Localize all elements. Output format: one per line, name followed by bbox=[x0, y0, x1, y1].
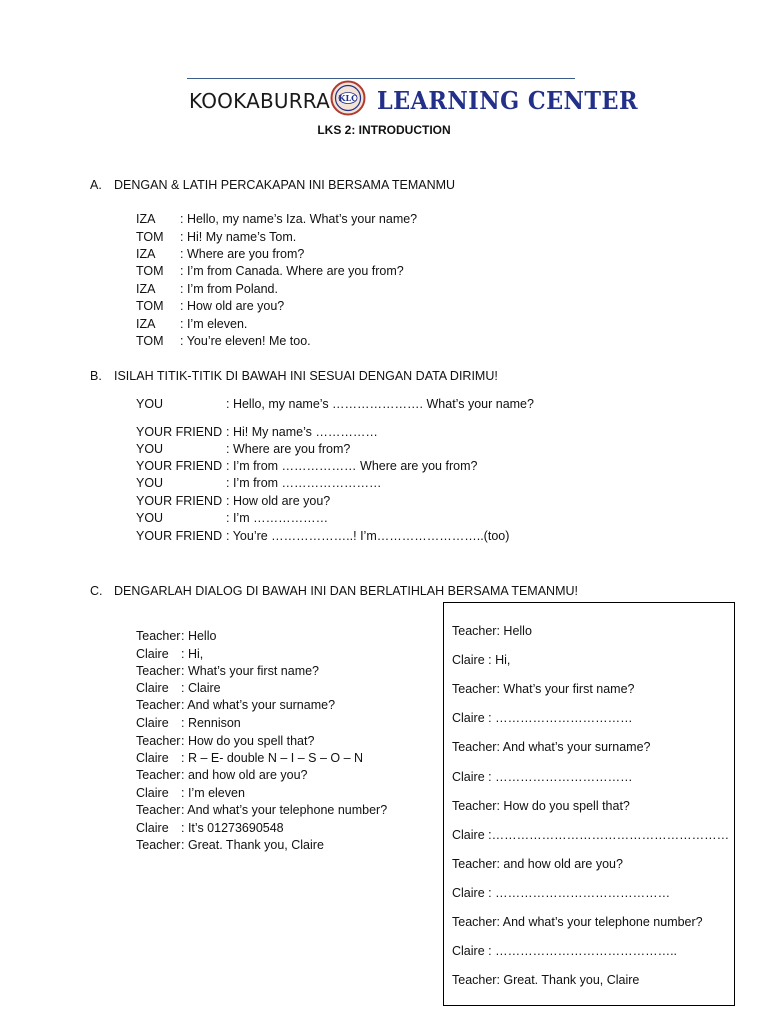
speaker-label: Claire bbox=[136, 716, 169, 730]
practice-line: Claire :………………………………………………… bbox=[452, 827, 730, 842]
dialogue-line: : Where are you from? bbox=[226, 442, 351, 456]
speaker-label: TOM bbox=[136, 264, 164, 278]
speaker-label: TOM bbox=[136, 299, 164, 313]
dialogue-line: : You’re eleven! Me too. bbox=[180, 334, 311, 348]
speaker-label: Claire bbox=[136, 821, 169, 835]
dialogue-line: : I’m from Canada. Where are you from? bbox=[180, 264, 404, 278]
dialogue-line: : How do you spell that? bbox=[181, 734, 315, 748]
dialogue-line: : And what’s your telephone number? bbox=[181, 803, 388, 817]
speaker-label: YOU bbox=[136, 397, 164, 411]
speaker-label: YOU bbox=[136, 511, 164, 525]
dialogue-line: : Claire bbox=[181, 681, 221, 695]
practice-line: Claire : …………………………… bbox=[452, 711, 633, 726]
speaker-label: Teacher bbox=[136, 698, 181, 712]
dialogue-line: : Great. Thank you, Claire bbox=[181, 838, 324, 852]
brand-right-text: LEARNING CENTER bbox=[377, 86, 638, 115]
speaker-label: Teacher bbox=[136, 664, 181, 678]
practice-line: Claire : …………………………………….. bbox=[452, 944, 678, 959]
practice-line: Teacher: And what’s your surname? bbox=[452, 740, 651, 755]
speaker-label: YOUR FRIEND bbox=[136, 425, 223, 439]
practice-line: Teacher: Hello bbox=[452, 624, 532, 638]
brand-left-text: KOOKABURRA bbox=[189, 89, 330, 113]
speaker-label: IZA bbox=[136, 247, 156, 261]
dialogue-line: : How old are you? bbox=[226, 494, 331, 508]
dialogue-line: : Hi! My name’s Tom. bbox=[180, 230, 297, 244]
page-title: LKS 2: INTRODUCTION bbox=[317, 123, 451, 137]
dialogue-line: : Hello bbox=[181, 629, 217, 643]
practice-line: Teacher: How do you spell that? bbox=[452, 798, 630, 813]
section-heading-text: DENGAN & LATIH PERCAKAPAN INI BERSAMA TEMANMU bbox=[114, 178, 456, 192]
section-letter: C. bbox=[90, 584, 103, 598]
speaker-label: Claire bbox=[136, 647, 169, 661]
dialogue-line: : How old are you? bbox=[180, 299, 285, 313]
speaker-label: YOUR FRIEND bbox=[136, 529, 223, 543]
speaker-label: YOUR FRIEND bbox=[136, 459, 223, 473]
dialogue-line: : And what’s your surname? bbox=[181, 698, 336, 712]
dialogue-line: : Hello, my name’s …………………. What’s your name? bbox=[226, 397, 534, 411]
badge-text: KLC bbox=[338, 93, 358, 103]
speaker-label: Teacher bbox=[136, 803, 181, 817]
dialogue-line: : and how old are you? bbox=[181, 768, 308, 782]
section-letter: B. bbox=[90, 369, 102, 383]
speaker-label: Claire bbox=[136, 751, 169, 765]
dialogue-line: : Rennison bbox=[181, 716, 241, 730]
dialogue-line: : I’m eleven bbox=[181, 786, 245, 800]
practice-line: Teacher: And what’s your telephone number? bbox=[452, 915, 703, 929]
speaker-label: Claire bbox=[136, 681, 169, 695]
practice-line: Teacher: What’s your first name? bbox=[452, 682, 635, 697]
dialogue-line: : Hi! My name’s …………… bbox=[226, 425, 378, 439]
dialogue-line: : What’s your first name? bbox=[181, 664, 320, 678]
dialogue-line: : You’re ………………..! I’m……………………..(too) bbox=[226, 529, 510, 543]
speaker-label: IZA bbox=[136, 317, 156, 331]
speaker-label: YOU bbox=[136, 442, 164, 456]
practice-line: Claire : Hi, bbox=[452, 653, 511, 668]
klc-badge-icon bbox=[330, 80, 366, 116]
speaker-label: IZA bbox=[136, 282, 156, 296]
section-letter: A. bbox=[90, 178, 102, 192]
practice-line: Teacher: Great. Thank you, Claire bbox=[452, 973, 640, 988]
dialogue-line: : I’m eleven. bbox=[180, 317, 248, 331]
practice-box bbox=[443, 602, 735, 1006]
speaker-label: YOU bbox=[136, 476, 164, 490]
dialogue-line: : Hi, bbox=[181, 647, 204, 661]
dialogue-line: : Hello, my name’s Iza. What’s your name? bbox=[180, 212, 418, 226]
speaker-label: Teacher bbox=[136, 838, 181, 852]
speaker-label: Teacher bbox=[136, 734, 181, 748]
speaker-label: TOM bbox=[136, 230, 164, 244]
header-rule bbox=[187, 78, 575, 79]
speaker-label: Teacher bbox=[136, 629, 181, 643]
section-heading-text: ISILAH TITIK-TITIK DI BAWAH INI SESUAI DENGAN DATA DIRIMU! bbox=[114, 369, 498, 383]
dialogue-line: : I’m from Poland. bbox=[180, 282, 278, 296]
practice-line: Claire : …………………………………… bbox=[452, 885, 671, 900]
practice-line: Claire : …………………………… bbox=[452, 769, 633, 784]
dialogue-line: : I’m ……………… bbox=[226, 511, 329, 525]
dialogue-line: : R – E- double N – I – S – O – N bbox=[181, 751, 364, 765]
speaker-label: IZA bbox=[136, 212, 156, 226]
practice-line: Teacher: and how old are you? bbox=[452, 856, 623, 871]
dialogue-line: : I’m from …………………… bbox=[226, 476, 382, 490]
dialogue-line: : I’m from ……………… Where are you from? bbox=[226, 459, 478, 473]
dialogue-line: : Where are you from? bbox=[180, 247, 305, 261]
speaker-label: TOM bbox=[136, 334, 164, 348]
speaker-label: YOUR FRIEND bbox=[136, 494, 223, 508]
dialogue-line: : It’s 01273690548 bbox=[181, 821, 284, 835]
speaker-label: Teacher bbox=[136, 768, 181, 782]
speaker-label: Claire bbox=[136, 786, 169, 800]
section-heading-text: DENGARLAH DIALOG DI BAWAH INI DAN BERLATIHLAH BERSAMA TEMANMU! bbox=[114, 584, 578, 598]
